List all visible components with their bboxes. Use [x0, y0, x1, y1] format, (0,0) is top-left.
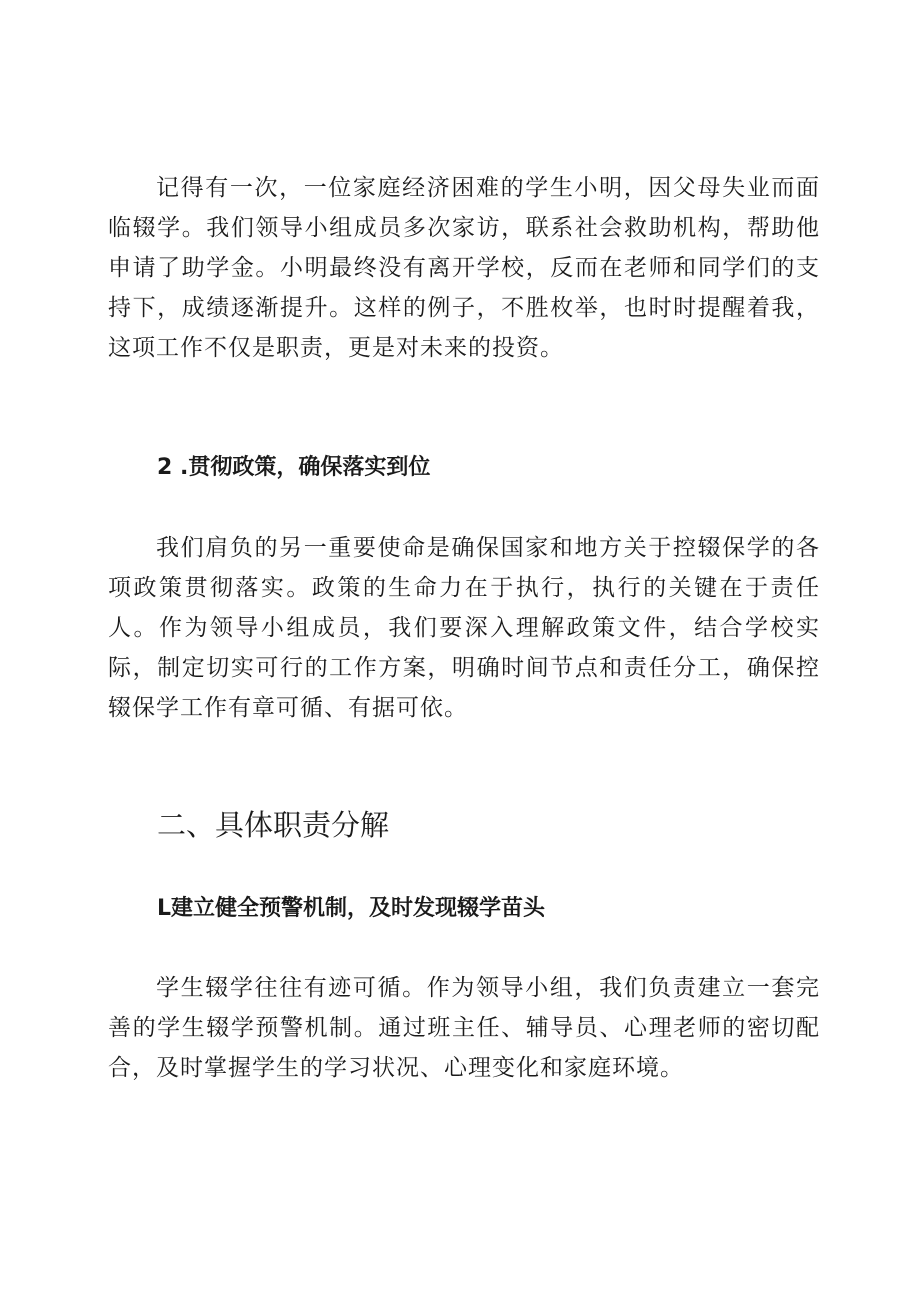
paragraph-early-warning: 学生辍学往往有迹可循。作为领导小组，我们负责建立一套完善的学生辍学预警机制。通过班主任、辅导员、心理老师的密切配合，及时掌握学生的学习状况、心理变化和家庭环境。 [108, 975, 820, 1081]
section-title-responsibilities: 二、具体职责分解 [157, 808, 390, 842]
paragraph-policy-implementation: 我们肩负的另一重要使命是确保国家和地方关于控辍保学的各项政策贯彻落实。政策的生命力在于执行，执行的关键在于责任人。作为领导小组成员，我们要深入理解政策文件，结合学校实际，制定切实可行的工作方案，明确时间节点和责任分工，确保控辍保学工作有章可循、有据可依。 [108, 535, 820, 721]
subheading-early-warning: L建立健全预警机制，及时发现辍学苗头 [157, 896, 546, 921]
subheading-implement-policy: 2 .贯彻政策，确保落实到位 [157, 455, 431, 480]
paragraph-dropout-example: 记得有一次，一位家庭经济困难的学生小明，因父母失业而面临辍学。我们领导小组成员多次家访，联系社会救助机构，帮助他申请了助学金。小明最终没有离开学校，反而在老师和同学们的支持下，成绩逐渐提升。这样的例子，不胜枚举，也时时提醒着我，这项工作不仅是职责，更是对未来的投资。 [108, 175, 820, 361]
